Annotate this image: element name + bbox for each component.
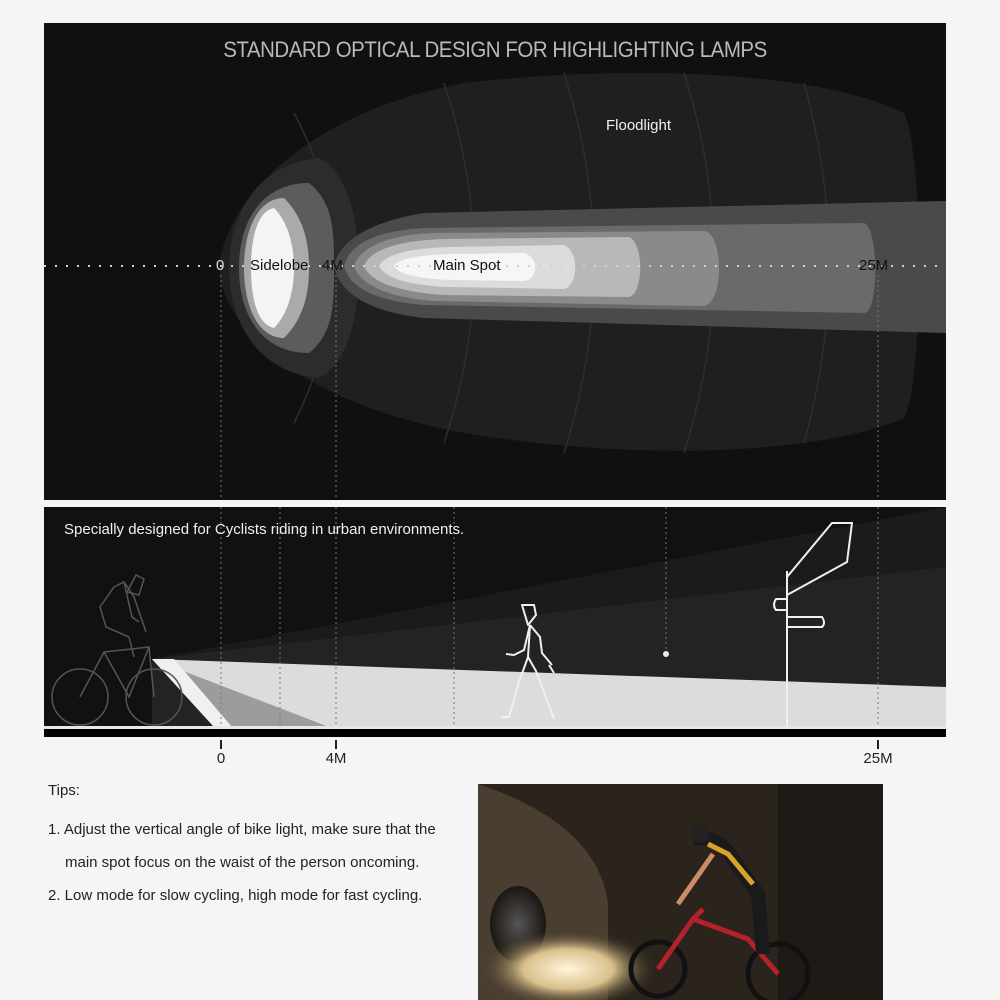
zero-label: 0: [216, 257, 225, 274]
tips-section: [48, 782, 468, 912]
side-view-graphic: [44, 507, 946, 737]
axis-label-25m: 25M: [863, 750, 893, 767]
optical-design-diagram: [44, 23, 946, 500]
axis-tick-4m: [335, 740, 337, 749]
twenty-five-m-label: 25M: [859, 257, 889, 274]
floodlight-label: Floodlight: [606, 117, 672, 134]
axis-label-4m: 4M: [325, 750, 347, 767]
tunnel-cyclist-photo: [478, 784, 883, 1000]
axis-tick-0: [220, 740, 222, 749]
sidelobe-label: Sidelobe: [250, 257, 309, 274]
tip-item-2: 2. Low mode for slow cycling, high mode for fast cycling.: [48, 887, 423, 904]
diagram-subtitle: Specially designed for Cyclists riding in urban environments.: [64, 521, 465, 538]
axis-label-0: 0: [216, 750, 226, 767]
diagram-title: STANDARD OPTICAL DESIGN FOR HIGHLIGHTING LAMPS: [223, 37, 767, 62]
urban-cycling-diagram: [44, 507, 946, 737]
four-m-label: 4M: [322, 257, 343, 274]
main-spot-label: Main Spot: [433, 257, 501, 274]
axis-tick-25m: [877, 740, 879, 749]
tip-item-1: 1. Adjust the vertical angle of bike light, make sure that the main spot focus on the waist of the person oncoming.: [48, 821, 436, 871]
tips-heading: Tips:: [48, 782, 80, 799]
